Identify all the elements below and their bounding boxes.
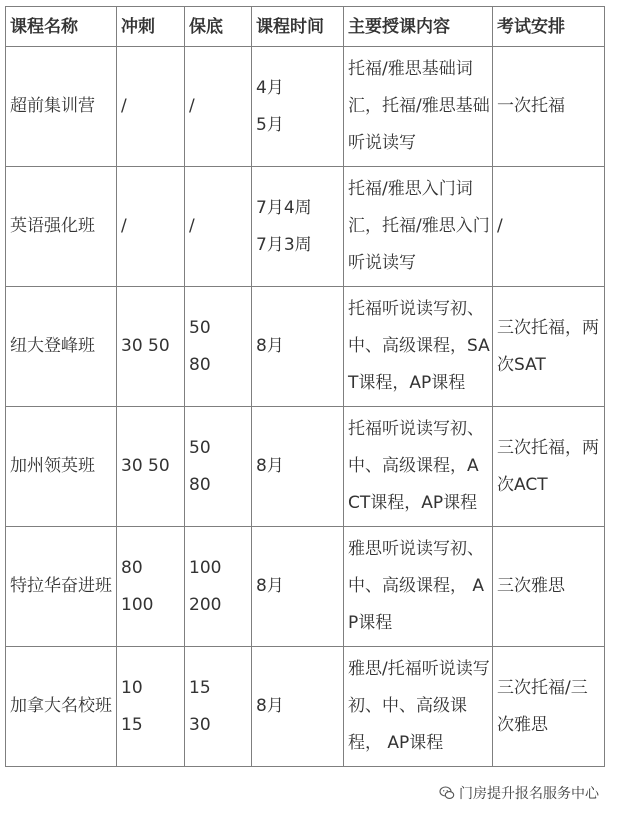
cell-sprint: / <box>117 167 185 287</box>
cell-content: 托福/雅思基础词汇，托福/雅思基础听说读写 <box>344 47 493 167</box>
cell-time: 8月 <box>252 647 344 767</box>
cell-course-name: 超前集训营 <box>6 47 117 167</box>
cell-exam: 三次托福，两次SAT <box>493 287 605 407</box>
watermark <box>439 783 599 803</box>
table-row <box>6 47 605 167</box>
cell-sprint: 80 100 <box>117 527 185 647</box>
table-row <box>6 527 605 647</box>
cell-content: 雅思听说读写初、中、高级课程， AP课程 <box>344 527 493 647</box>
cell-content: 托福听说读写初、中、高级课程，SAT课程，AP课程 <box>344 287 493 407</box>
cell-safe: 50 80 <box>185 407 252 527</box>
cell-course-name: 特拉华奋进班 <box>6 527 117 647</box>
cell-course-name: 英语强化班 <box>6 167 117 287</box>
cell-sprint: 30 50 <box>117 287 185 407</box>
cell-safe: 100 200 <box>185 527 252 647</box>
table-row <box>6 167 605 287</box>
table-header-row <box>6 7 605 47</box>
cell-safe: 50 80 <box>185 287 252 407</box>
wechat-icon <box>439 785 455 801</box>
table-row <box>6 287 605 407</box>
cell-course-name: 加州领英班 <box>6 407 117 527</box>
cell-sprint: / <box>117 47 185 167</box>
cell-time: 8月 <box>252 407 344 527</box>
watermark-text: 门房提升报名服务中心 <box>459 786 599 802</box>
cell-exam: 三次托福/三次雅思 <box>493 647 605 767</box>
table-row <box>6 407 605 527</box>
table-row <box>6 647 605 767</box>
cell-exam: 一次托福 <box>493 47 605 167</box>
course-table <box>5 6 605 767</box>
cell-time: 7月4周 7月3周 <box>252 167 344 287</box>
header-safe: 保底 <box>185 7 252 47</box>
cell-time: 8月 <box>252 287 344 407</box>
cell-time: 8月 <box>252 527 344 647</box>
cell-exam: / <box>493 167 605 287</box>
cell-content: 托福听说读写初、中、高级课程，ACT课程，AP课程 <box>344 407 493 527</box>
cell-course-name: 纽大登峰班 <box>6 287 117 407</box>
cell-exam: 三次托福，两次ACT <box>493 407 605 527</box>
cell-safe: 15 30 <box>185 647 252 767</box>
cell-content: 托福/雅思入门词汇，托福/雅思入门听说读写 <box>344 167 493 287</box>
header-sprint: 冲刺 <box>117 7 185 47</box>
cell-sprint: 10 15 <box>117 647 185 767</box>
cell-course-name: 加拿大名校班 <box>6 647 117 767</box>
header-course-name: 课程名称 <box>6 7 117 47</box>
cell-content: 雅思/托福听说读写初、中、高级课程， AP课程 <box>344 647 493 767</box>
cell-time: 4月 5月 <box>252 47 344 167</box>
header-time: 课程时间 <box>252 7 344 47</box>
cell-sprint: 30 50 <box>117 407 185 527</box>
cell-safe: / <box>185 167 252 287</box>
header-content: 主要授课内容 <box>344 7 493 47</box>
cell-safe: / <box>185 47 252 167</box>
cell-exam: 三次雅思 <box>493 527 605 647</box>
header-exam: 考试安排 <box>493 7 605 47</box>
